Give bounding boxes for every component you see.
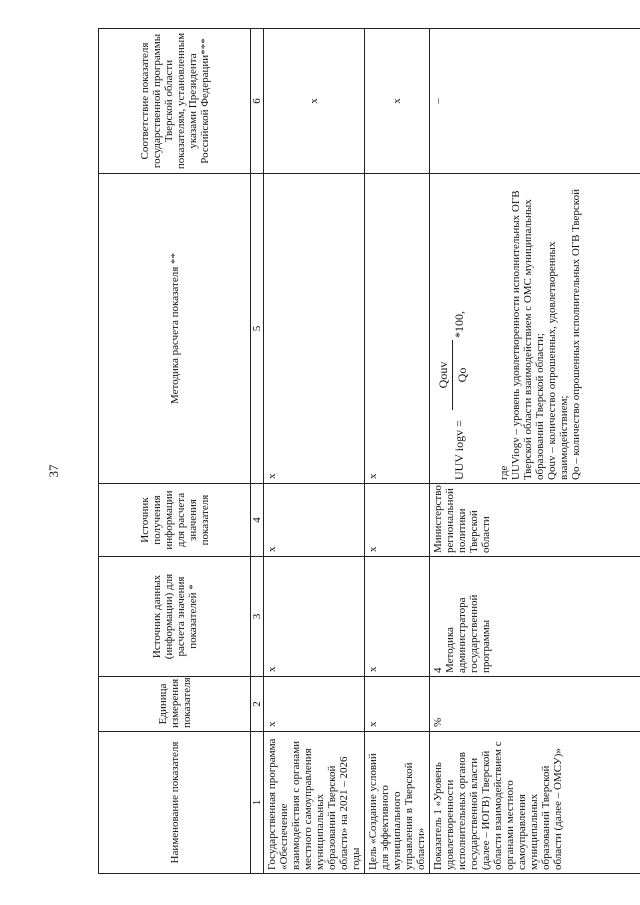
compliance-cell: х bbox=[264, 29, 365, 174]
table-header-row bbox=[99, 29, 251, 874]
page-number: 37 bbox=[46, 464, 61, 478]
compliance-cell: х bbox=[365, 29, 430, 174]
column-number: 6 bbox=[251, 29, 264, 174]
data-source-cell: х bbox=[264, 557, 365, 677]
data-source-cell: 4 Методика администратора государственной программы bbox=[430, 557, 640, 677]
info-source-cell: Министерство региональной политики Тверской области bbox=[430, 484, 640, 557]
table-row bbox=[365, 29, 430, 874]
formula-lhs: UUV iogv = bbox=[452, 420, 466, 480]
header-unit: Единица измерения показателя bbox=[99, 677, 251, 732]
unit-cell: % bbox=[430, 677, 640, 732]
column-number: 3 bbox=[251, 557, 264, 677]
formula-rhs: *100, bbox=[452, 311, 466, 338]
indicator-table bbox=[98, 28, 640, 874]
header-data-source: Источник данных (информации) для расчета значения показателей * bbox=[99, 557, 251, 677]
info-source-cell: х bbox=[264, 484, 365, 557]
column-number: 5 bbox=[251, 174, 264, 484]
header-calc-method: Методика расчета показателя ** bbox=[99, 174, 251, 484]
formula-denominator: Qo bbox=[455, 367, 469, 383]
column-number: 1 bbox=[251, 732, 264, 874]
calc-method-cell: х bbox=[365, 174, 430, 484]
indicator-name: Государственная программа «Обеспечение взаимодействия с органами местного самоуправления муниципальных образований Тверской области» на 2021 – 2026 годы bbox=[264, 732, 365, 874]
unit-cell: х bbox=[264, 677, 365, 732]
calc-method-text: где UUViogv – уровень удовлетворенности исполнительных ОГВ Тверской области взаимодействием с ОМС муниципальных образований Тверской области; Qouv – количество опрошенных, удовлетворенных взаимодействием; Qo – количество опрошенных исполнительных ОГВ Тверской bbox=[498, 189, 582, 480]
info-source-cell: х bbox=[365, 484, 430, 557]
compliance-cell: – bbox=[430, 29, 640, 174]
header-compliance: Соответствие показателя государственной программы Тверской области показателям, установленным указами Президента Российской Федерации*** bbox=[99, 29, 251, 174]
fraction-bar bbox=[452, 340, 453, 410]
table-row bbox=[264, 29, 365, 874]
header-info-source: Источник получения информации для расчета значения показателя bbox=[99, 484, 251, 557]
column-number-row bbox=[251, 29, 264, 874]
calc-method-cell: х bbox=[264, 174, 365, 484]
table-row bbox=[430, 29, 640, 874]
column-number: 4 bbox=[251, 484, 264, 557]
indicator-table-rotated bbox=[98, 29, 640, 874]
indicator-name: Показатель 1 «Уровень удовлетворенности исполнительных органов государственной власти (далее – ИОГВ) Тверской области взаимодействием с органами местного самоуправления муниципальных образований Тверской области (далее – ОМСУ)» bbox=[430, 732, 640, 874]
calc-method-cell bbox=[430, 174, 640, 484]
formula-numerator: Qouv bbox=[436, 361, 450, 389]
calc-formula bbox=[432, 177, 488, 480]
data-source-cell: х bbox=[365, 557, 430, 677]
formula-fraction bbox=[437, 340, 468, 410]
header-indicator-name: Наименование показателя bbox=[99, 732, 251, 874]
indicator-name: Цель «Создание условий для эффективного муниципального управления в Тверской области» bbox=[365, 732, 430, 874]
column-number: 2 bbox=[251, 677, 264, 732]
unit-cell: х bbox=[365, 677, 430, 732]
